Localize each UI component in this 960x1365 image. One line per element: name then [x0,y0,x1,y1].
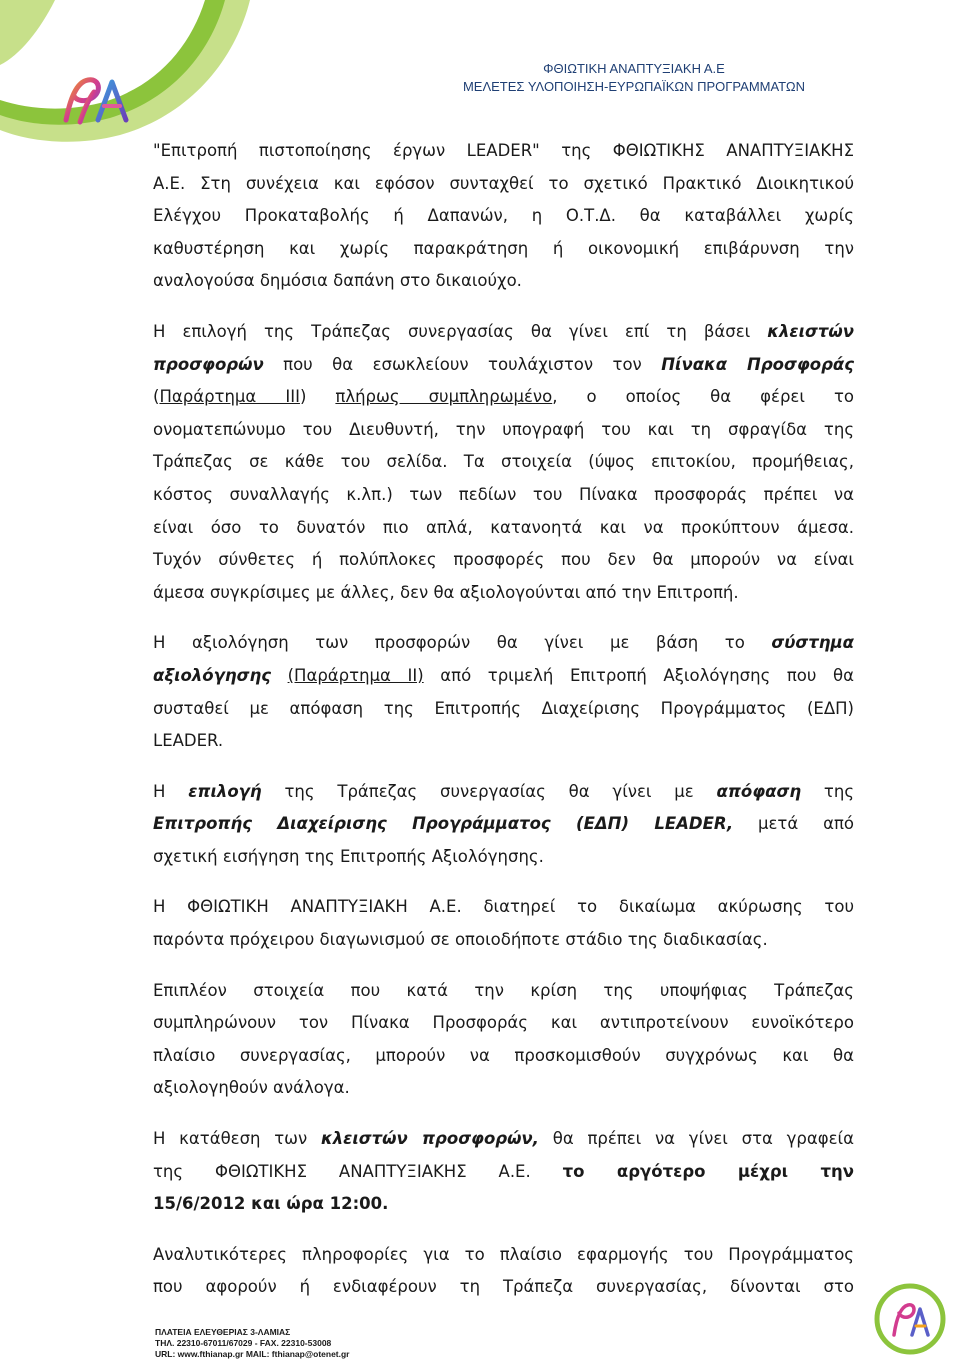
paragraph [153,891,854,956]
document-footer [155,1327,350,1360]
annex-reference: (Παράρτημα ΙΙ) [287,665,424,685]
text: της ΦΘΙΩΤΙΚΗΣ ΑΝΑΠΤΥΞΙΑΚΗΣ Α.Ε. [153,1161,531,1181]
text-line [153,660,854,693]
paragraph [153,627,854,757]
paragraph [153,975,854,1105]
footer-web: URL: www.fthianap.gr MAIL: fthianap@otenet.gr [155,1349,350,1359]
emphasis-text: Πίνακα Προσφοράς [661,354,855,374]
footer-logo-icon [874,1283,946,1355]
text: από τριμελή Επιτροπή Αξιολόγησης που θα [440,665,854,685]
text-line [153,349,854,382]
emphasis-text: επιλογή [188,781,262,801]
text-line: Επιπλέον στοιχεία που κατά την κρίση της υποψήφιας Τράπεζας [153,980,854,1000]
company-logo-icon [58,70,138,130]
emphasis-text: κλειστών [767,321,855,341]
text-line: αξιολογηθούν ανάλογα. [153,1078,350,1098]
text-line: Η ΦΘΙΩΤΙΚΗ ΑΝΑΠΤΥΞΙΑΚΗ Α.Ε. διατηρεί το δικαίωμα ακύρωσης του [153,897,854,917]
text: Η κατάθεση των [153,1129,308,1149]
text-line: καθυστέρηση και χωρίς παρακράτηση ή οικονομική επιβάρυνση την [153,238,854,258]
footer-phone: ΤΗΛ. 22310-67011/67029 - FAX. 22310-53008 [155,1338,332,1348]
document-body [153,135,854,1322]
text: θα πρέπει να γίνει στα γραφεία [552,1129,855,1149]
paragraph [153,1239,854,1304]
emphasis-text: κλειστών προσφορών, [321,1129,539,1149]
text: που θα εσωκλείουν τουλάχιστον τον [283,354,642,374]
text: Η επιλογή της Τράπεζας συνεργασίας θα γίνει επί τη βάσει [153,321,751,341]
text: της [823,781,854,801]
emphasis-text: αξιολόγησης [153,665,271,685]
text-line [153,316,854,349]
text-line: Αναλυτικότερες πληροφορίες για το πλαίσιο εφαρμογής του Προγράμματος [153,1244,854,1264]
header-company: ΦΘΙΩΤΙΚΗ ΑΝΑΠΤΥΞΙΑΚΗ Α.Ε [543,61,725,76]
paragraph [153,1123,854,1221]
text: ) [299,387,307,407]
emphasis-text: Επιτροπής Διαχείρισης Προγράμματος (ΕΔΠ) LEADER, [153,814,734,834]
text: Η [153,781,166,801]
text-line [153,808,854,841]
underlined-text: πλήρως συμπληρωμένο [335,387,553,407]
header-subtitle: ΜΕΛΕΤΕΣ ΥΛΟΠΟΙΗΣΗ-ΕΥΡΩΠΑΪΚΩΝ ΠΡΟΓΡΑΜΜΑΤΩΝ [462,79,805,94]
text-line: Α.Ε. Στη συνέχεια και εφόσον συνταχθεί το σχετικό Πρακτικό Διοικητικού [153,173,854,193]
text-line: ονοματεπώνυμο του Διευθυντή, την υπογραφή του και τη σφραγίδα της [153,419,854,439]
text: ( [153,387,160,407]
text-line: άμεσα συγκρίσιμες με άλλες, δεν θα αξιολογούνται από την Επιτροπή. [153,582,739,602]
text: Η αξιολόγηση των προσφορών θα γίνει με βάση το [153,633,745,653]
text-line: Ελέγχου Προκαταβολής ή Δαπανών, η Ο.Τ.Δ. θα καταβάλλει χωρίς [153,206,854,226]
text: , ο οποίος θα φέρει το [552,387,854,407]
text-line [153,381,854,414]
text-line [153,1123,854,1156]
emphasis-text: σύστημα [771,633,854,653]
text-line: "Επιτροπή πιστοποίησης έργων LEADER" της ΦΘΙΩΤΙΚΗΣ ΑΝΑΠΤΥΞΙΑΚΗΣ [153,141,854,160]
text-line: Τυχόν σύνθετες ή πολύπλοκες προσφορές που δεν θα μπορούν να είναι [153,550,854,570]
text-line: συμπληρώνουν τον Πίνακα Προσφοράς και αντιπροτείνουν ευνοϊκότερο [153,1013,854,1033]
text-line: που αφορούν ή ενδιαφέρουν τη Τράπεζα συνεργασίας, δίνονται στο [153,1277,854,1297]
paragraph [153,776,854,874]
emphasis-text: απόφαση [716,781,802,801]
paragraph [153,135,854,298]
text-line: Τράπεζας σε κάθε του σελίδα. Τα στοιχεία (ύψος επιτοκίου, προμήθειας, [153,452,854,472]
text-line: αναλογούσα δημόσια δαπάνη στο δικαιούχο. [153,271,522,291]
text: της Τράπεζας συνεργασίας θα γίνει με [284,781,694,801]
text-line: συσταθεί με απόφαση της Επιτροπής Διαχείρισης Προγράμματος (ΕΔΠ) [153,698,854,718]
paragraph [153,316,854,609]
text-line: LEADER. [153,731,224,751]
text-line [153,776,854,809]
emphasis-text: προσφορών [153,354,264,374]
text-line [153,1156,854,1189]
text-line: σχετική εισήγηση της Επιτροπής Αξιολόγησης. [153,846,544,866]
annex-reference: Παράρτημα III [159,387,300,407]
text: μετά από [758,814,854,834]
text-line: είναι όσο το δυνατόν πιο απλά, κατανοητά και να προκύπτουν άμεσα. [153,517,854,537]
text-line: πλαίσιο συνεργασίας, μπορούν να προσκομισθούν συγχρόνως και θα [153,1045,854,1065]
deadline-text: το αργότερο μέχρι την [562,1161,855,1181]
document-header [463,60,805,96]
deadline-date: 15/6/2012 και ώρα 12:00. [153,1194,389,1214]
text-line [153,627,854,660]
text-line: κόστος συναλλαγής κ.λπ.) των πεδίων του Πίνακα προσφοράς πρέπει να [153,484,854,504]
footer-address: ΠΛΑΤΕΙΑ ΕΛΕΥΘΕΡΙΑΣ 3-ΛΑΜΙΑΣ [155,1327,291,1337]
text-line: παρόντα πρόχειρου διαγωνισμού σε οποιοδήποτε στάδιο της διαδικασίας. [153,930,768,950]
